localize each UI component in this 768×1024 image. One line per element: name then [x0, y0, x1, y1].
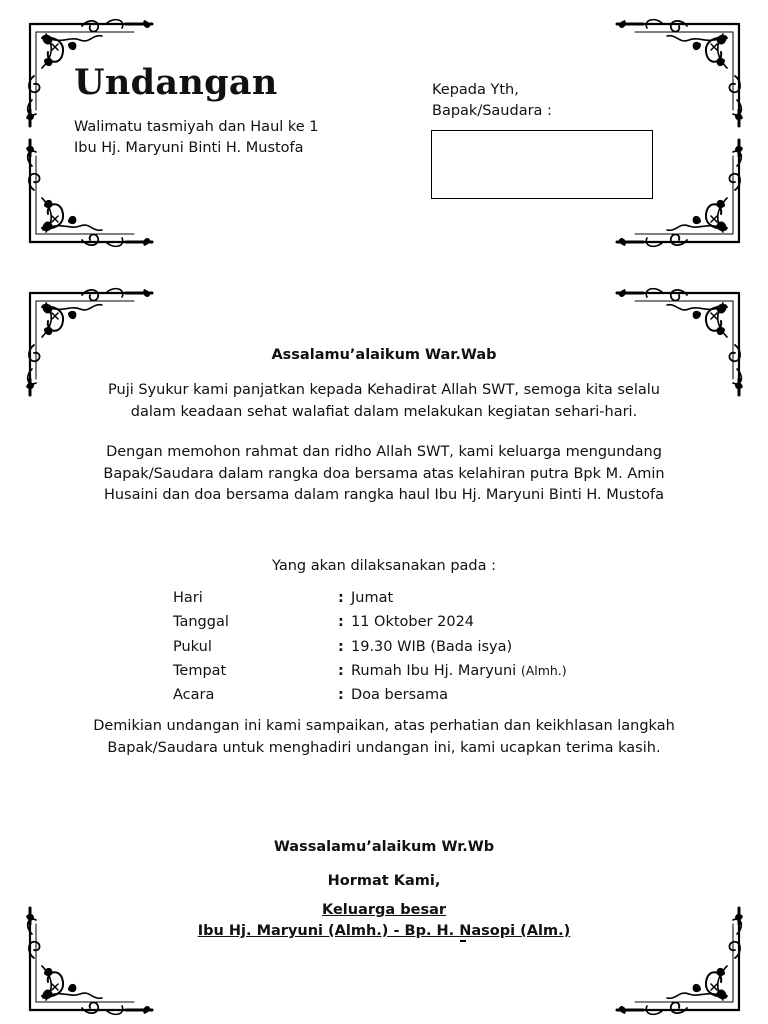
detail-colon: : [338, 638, 344, 655]
detail-value [351, 659, 567, 683]
detail-label: Tempat [173, 662, 227, 679]
corner-ornament-top-right [612, 14, 747, 134]
detail-colon: : [338, 614, 344, 631]
detail-label: Pukul [173, 638, 212, 655]
closing-paragraph: Demikian undangan ini kami sampaikan, atas perhatian dan keikhlasan langkah Bapak/Saudara untuk menghadiri undangan ini, kami ucapkan terima kasih. [93, 718, 675, 756]
detail-colon: : [338, 687, 344, 704]
invitation-title: Undangan [74, 62, 278, 103]
schedule-intro: Yang akan dilaksanakan pada : [271, 558, 497, 574]
opening-paragraph: Puji Syukur kami panjatkan kepada Kehadirat Allah SWT, semoga kita selalu dalam keadaan sehat walafiat dalam melakukan kegiatan sehari-hari. [108, 382, 660, 420]
detail-value-text: Rumah Ibu Hj. Maryuni [351, 662, 517, 679]
detail-label: Hari [173, 590, 203, 606]
detail-value-note: (Almh.) [520, 662, 567, 678]
flourish-corner-icon [612, 14, 747, 134]
detail-value: Doa bersama [351, 687, 449, 704]
addressee-line-1: Kepada Yth, [432, 82, 519, 98]
detail-colon: : [338, 662, 344, 679]
recipient-name-box [431, 130, 653, 199]
detail-row-time [173, 635, 567, 659]
flourish-corner-icon [612, 900, 747, 1020]
detail-value: 19.30 WIB (Bada isya) [351, 638, 513, 655]
detail-value: Jumat [351, 590, 394, 606]
corner-ornament-right-bottom-3 [612, 900, 747, 1020]
detail-value: 11 Oktober 2024 [351, 614, 475, 631]
corner-ornament-left-bottom-3 [22, 900, 157, 1020]
detail-row-date [173, 610, 567, 634]
detail-row-day [173, 586, 567, 610]
detail-colon: : [338, 590, 344, 606]
flourish-corner-icon [22, 900, 157, 1020]
detail-row-place [173, 659, 567, 683]
event-details [173, 586, 567, 707]
detail-row-event [173, 683, 567, 707]
invitation-subtitle: Walimatu tasmiyah dan Haul ke 1 Ibu Hj. Maryuni Binti H. Mustofa [74, 119, 319, 156]
family-names: Ibu Hj. Maryuni (Almh.) - Bp. H. Nasopi (Alm.) [197, 923, 571, 939]
signature-dash [460, 940, 466, 942]
signature-family [0, 902, 768, 918]
detail-label: Acara [173, 687, 215, 704]
family-label: Keluarga besar [321, 902, 447, 918]
addressee-block [432, 80, 552, 122]
addressee-line-2: Bapak/Saudara : [432, 103, 552, 119]
detail-label: Tanggal [173, 614, 229, 631]
invitation-paragraph: Dengan memohon rahmat dan ridho Allah SWT, kami keluarga mengundang Bapak/Saudara dalam rangka doa bersama atas kelahiran putra Bpk M. Amin Husaini dan doa bersama dalam rangka haul Ibu Hj. Maryuni Binti H. Mustofa [103, 444, 665, 503]
signature-names [0, 923, 768, 939]
regards: Hormat Kami, [327, 873, 441, 889]
greeting: Assalamu’alaikum War.Wab [271, 347, 497, 363]
farewell: Wassalamu’alaikum Wr.Wb [273, 839, 495, 855]
